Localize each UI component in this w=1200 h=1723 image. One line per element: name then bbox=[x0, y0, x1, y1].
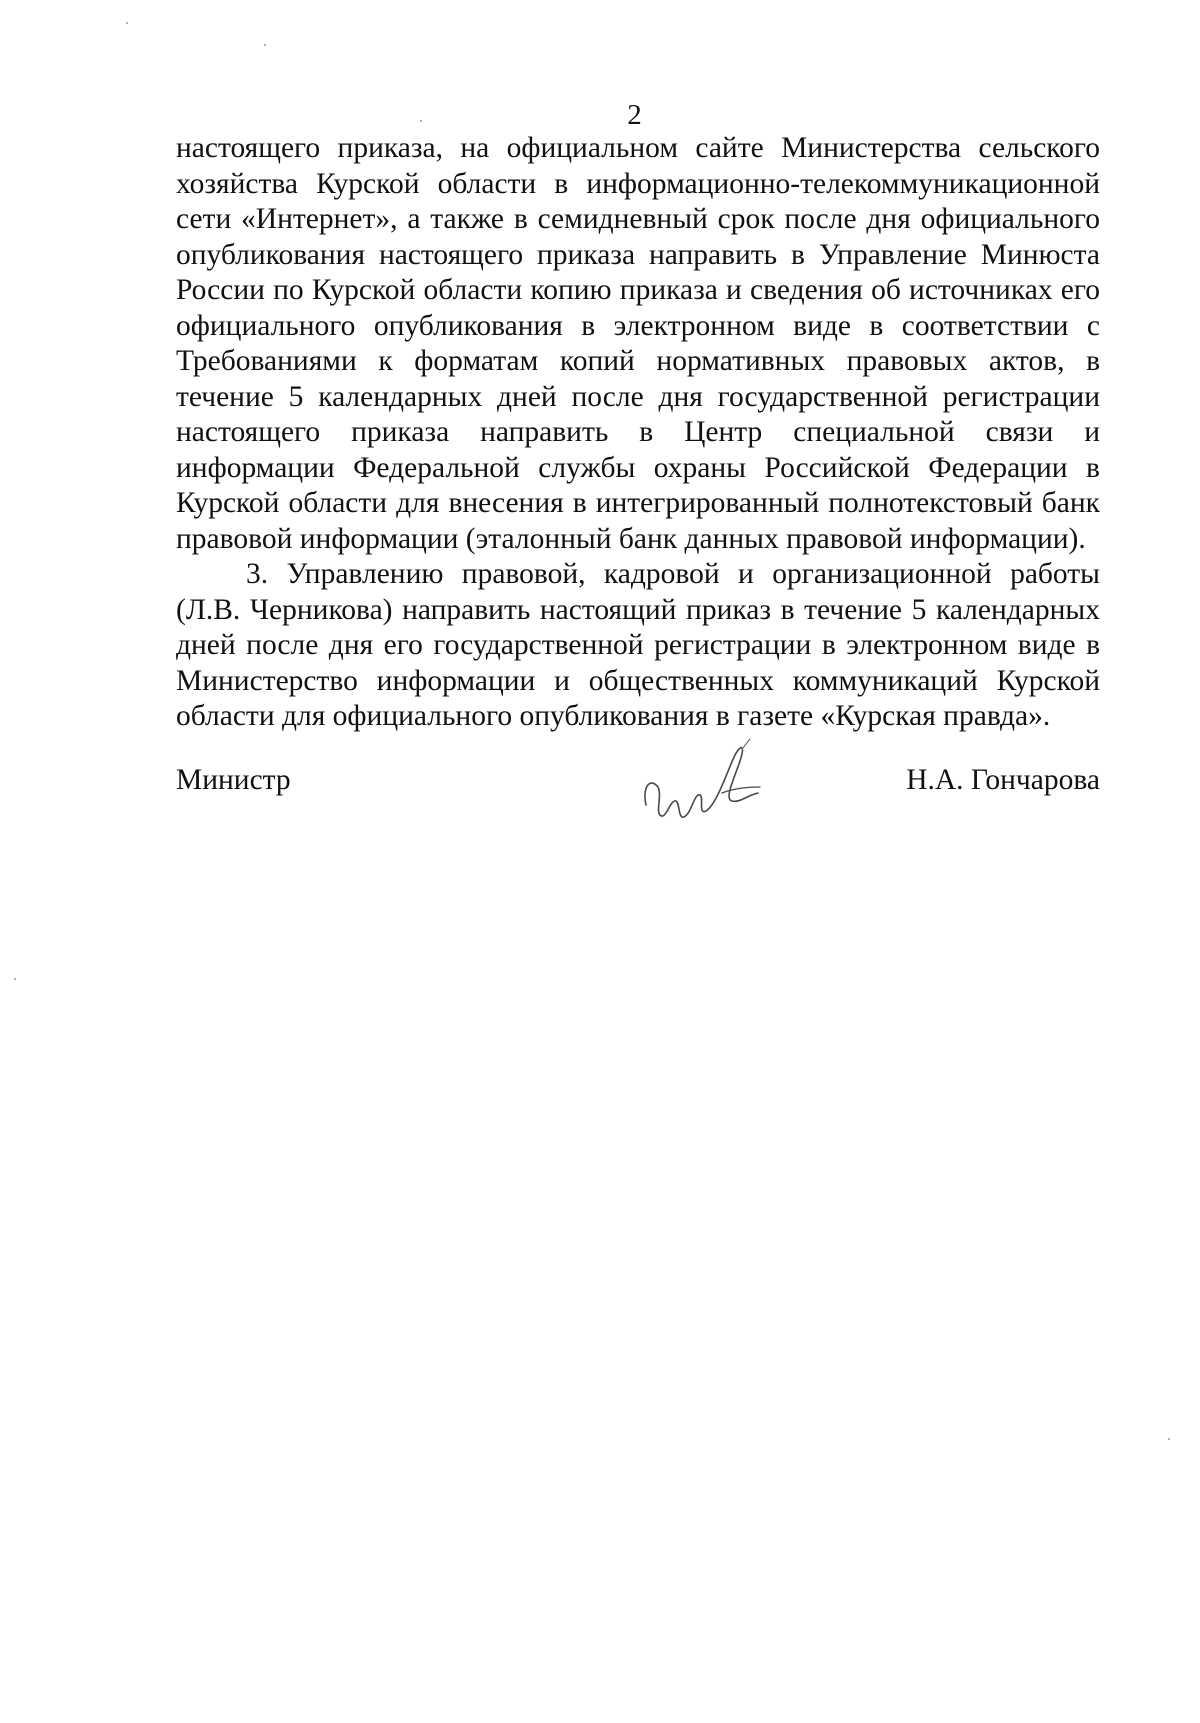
scan-speck bbox=[14, 978, 16, 980]
document-body bbox=[176, 131, 1100, 735]
signer-title: Министр bbox=[176, 764, 291, 796]
scan-speck bbox=[264, 44, 266, 46]
handwritten-signature bbox=[636, 735, 786, 830]
scan-speck bbox=[1168, 1438, 1170, 1440]
scan-speck bbox=[126, 22, 128, 24]
signer-name: Н.А. Гончарова bbox=[906, 764, 1100, 796]
paragraph-item-3: 3. Управлению правовой, кадровой и организационной работы (Л.В. Черникова) направить настоящий приказ в течение 5 календарных дней после дня его государственной регистрации в электронном виде в Министерство информации и общественных коммуникаций Курской области для официального опубликования в газете «Курская правда». bbox=[176, 558, 1100, 732]
scan-speck bbox=[420, 120, 422, 122]
paragraph-continuation: настоящего приказа, на официальном сайте Министерства сельского хозяйства Курской области в информационно-телекоммуникационной сети «Интернет», а также в семидневный срок после дня официального опубликования настоящего приказа направить в Управление Минюста России по Курской области копию приказа и сведения об источниках его официального опубликования в электронном виде в соответствии с Требованиями к форматам копий нормативных правовых актов, в течение 5 календарных дней после дня государственной регистрации настоящего приказа направить в Центр специальной связи и информации Федеральной службы охраны Российской Федерации в Курской области для внесения в интегрированный полнотекстовый банк правовой информации (эталонный банк данных правовой информации). bbox=[176, 132, 1100, 555]
signature-block bbox=[176, 735, 1100, 845]
page-number: 2 bbox=[627, 99, 642, 131]
